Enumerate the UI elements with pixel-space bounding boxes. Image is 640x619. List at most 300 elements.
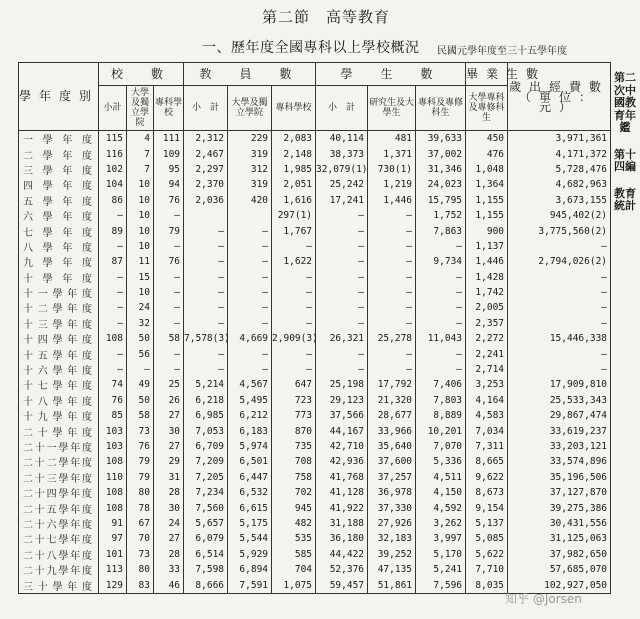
value-cell: 27 (154, 531, 184, 546)
value-cell: — (416, 239, 466, 254)
value-cell: 109 (154, 146, 184, 161)
year-cell: 二十六學年度 (19, 516, 99, 531)
value-cell: 24,023 (416, 177, 466, 192)
value-cell: 26,321 (316, 331, 368, 346)
value-cell: — (228, 270, 272, 285)
header-graduates: 畢業生數 (466, 63, 508, 86)
value-cell: 4,669 (228, 331, 272, 346)
value-cell: 8,665 (466, 454, 508, 469)
value-cell: 17,792 (368, 377, 416, 392)
value-cell: 40,114 (316, 131, 368, 147)
value-cell: 70 (127, 531, 154, 546)
value-cell: 4,511 (416, 470, 466, 485)
value-cell: — (316, 270, 368, 285)
year-cell: 四學年度 (19, 177, 99, 192)
value-cell: 10 (127, 223, 154, 238)
value-cell: — (99, 208, 127, 223)
value-cell: — (508, 270, 611, 285)
value-cell: 50 (127, 331, 154, 346)
table-row (19, 331, 611, 346)
year-cell: 三十學年度 (19, 577, 99, 593)
value-cell: — (154, 300, 184, 315)
year-cell: 二學年度 (19, 146, 99, 161)
value-cell: 79 (127, 454, 154, 469)
table-row (19, 377, 611, 392)
value-cell: 3,997 (416, 531, 466, 546)
value-cell: 3,775,560(2) (508, 223, 611, 238)
value-cell: 52,376 (316, 562, 368, 577)
value-cell: 2,036 (184, 193, 228, 208)
value-cell: — (508, 300, 611, 315)
value-cell: 1,767 (272, 223, 316, 238)
value-cell: 30 (154, 500, 184, 515)
value-cell: 111 (154, 131, 184, 147)
value-cell: 25,278 (368, 331, 416, 346)
value-cell: 10,201 (416, 423, 466, 438)
header-staff-univ: 大學及獨立學院 (228, 86, 272, 131)
value-cell: — (416, 316, 466, 331)
value-cell: 24 (127, 300, 154, 315)
value-cell: — (368, 239, 416, 254)
value-cell: — (272, 300, 316, 315)
value-cell: 28,677 (368, 408, 416, 423)
value-cell: — (184, 239, 228, 254)
value-cell: 108 (99, 500, 127, 515)
value-cell: — (416, 285, 466, 300)
value-cell: 3,673,155 (508, 193, 611, 208)
value-cell: 1,048 (466, 162, 508, 177)
value-cell: 36,978 (368, 485, 416, 500)
value-cell: 7 (127, 146, 154, 161)
value-cell: 10 (127, 208, 154, 223)
value-cell: 1,075 (272, 577, 316, 593)
value-cell: 31,346 (416, 162, 466, 177)
value-cell: — (368, 270, 416, 285)
value-cell: 25 (154, 377, 184, 392)
table-row (19, 254, 611, 269)
value-cell: 4,150 (416, 485, 466, 500)
table-row (19, 270, 611, 285)
value-cell: — (228, 362, 272, 377)
value-cell: 25,242 (316, 177, 368, 192)
value-cell: — (228, 300, 272, 315)
table-body (19, 131, 611, 594)
table-row (19, 300, 611, 315)
header-schools-univ: 大學及獨立學院 (127, 86, 154, 131)
statistics-table (18, 62, 611, 594)
value-cell: — (184, 300, 228, 315)
value-cell: 2,241 (466, 346, 508, 361)
value-cell: 585 (272, 547, 316, 562)
value-cell: 6,985 (184, 408, 228, 423)
year-cell: 五學年度 (19, 193, 99, 208)
value-cell (184, 208, 228, 223)
value-cell: — (272, 270, 316, 285)
value-cell: 94 (154, 177, 184, 192)
value-cell: 33,574,896 (508, 454, 611, 469)
year-cell: 十一學年度 (19, 285, 99, 300)
section-heading: 第二節 高等教育 (262, 8, 391, 26)
value-cell: 2,714 (466, 362, 508, 377)
value-cell: 1,742 (466, 285, 508, 300)
year-cell: 二十五學年度 (19, 500, 99, 515)
year-cell: 二十四學年度 (19, 485, 99, 500)
value-cell: 11 (127, 254, 154, 269)
value-cell: 37,002 (416, 146, 466, 161)
table-row (19, 470, 611, 485)
value-cell: 15 (127, 270, 154, 285)
value-cell: 37,257 (368, 470, 416, 485)
value-cell: 89 (99, 223, 127, 238)
value-cell: 7,205 (184, 470, 228, 485)
year-cell: 十九學年度 (19, 408, 99, 423)
value-cell: 4,171,372 (508, 146, 611, 161)
value-cell: 312 (228, 162, 272, 177)
value-cell: 319 (228, 146, 272, 161)
value-cell: 6,514 (184, 547, 228, 562)
value-cell: — (228, 239, 272, 254)
value-cell: 8,666 (184, 577, 228, 593)
value-cell: 56 (127, 346, 154, 361)
value-cell: — (99, 285, 127, 300)
value-cell: 7,591 (228, 577, 272, 593)
value-cell: 3,253 (466, 377, 508, 392)
value-cell: 7,578(3) (184, 331, 228, 346)
value-cell: 91 (99, 516, 127, 531)
table-row (19, 423, 611, 438)
value-cell: 8,673 (466, 485, 508, 500)
value-cell: — (508, 316, 611, 331)
value-cell: 31,125,063 (508, 531, 611, 546)
table-period: 民國元學年度至三十五學年度 (437, 46, 567, 57)
value-cell: 29 (154, 454, 184, 469)
table-row (19, 146, 611, 161)
value-cell: 1,622 (272, 254, 316, 269)
value-cell: — (316, 346, 368, 361)
value-cell: 229 (228, 131, 272, 147)
value-cell: 10 (127, 193, 154, 208)
value-cell: — (184, 316, 228, 331)
side-caption-line: 第十四編 (614, 147, 636, 173)
value-cell: 1,364 (466, 177, 508, 192)
value-cell: 10 (127, 177, 154, 192)
table-title: 一、歷年度全國專科以上學校概況 (202, 40, 420, 56)
value-cell: 30,431,556 (508, 516, 611, 531)
year-cell: 二十一學年度 (19, 439, 99, 454)
value-cell: — (272, 239, 316, 254)
value-cell: 17,241 (316, 193, 368, 208)
value-cell: — (228, 285, 272, 300)
value-cell: — (416, 270, 466, 285)
value-cell: 6,183 (228, 423, 272, 438)
value-cell: 1,428 (466, 270, 508, 285)
table-row (19, 208, 611, 223)
value-cell: 26 (154, 393, 184, 408)
value-cell: 5,657 (184, 516, 228, 531)
value-cell: 42,936 (316, 454, 368, 469)
value-cell: 30 (154, 423, 184, 438)
value-cell: 44,422 (316, 547, 368, 562)
value-cell: 28 (154, 547, 184, 562)
value-cell: 4,164 (466, 393, 508, 408)
value-cell: — (272, 285, 316, 300)
value-cell: 2,794,026(2) (508, 254, 611, 269)
value-cell: 15,795 (416, 193, 466, 208)
value-cell: — (99, 316, 127, 331)
table-row (19, 346, 611, 361)
table-row (19, 162, 611, 177)
value-cell: 5,336 (416, 454, 466, 469)
value-cell: — (368, 362, 416, 377)
value-cell: 2,909(3) (272, 331, 316, 346)
value-cell: 730(1) (368, 162, 416, 177)
value-cell: 4,682,963 (508, 177, 611, 192)
value-cell: 5,085 (466, 531, 508, 546)
value-cell: 83 (127, 577, 154, 593)
value-cell: 2,083 (272, 131, 316, 147)
year-cell: 十四學年度 (19, 331, 99, 346)
value-cell: 103 (99, 423, 127, 438)
value-cell: 27 (154, 408, 184, 423)
value-cell: 37,330 (368, 500, 416, 515)
value-cell: 10 (127, 239, 154, 254)
value-cell: 3,262 (416, 516, 466, 531)
value-cell: 7,560 (184, 500, 228, 515)
table-row (19, 362, 611, 377)
value-cell: 3,971,361 (508, 131, 611, 147)
side-caption-line: 第二次中國教育年鑑 (614, 71, 636, 134)
value-cell: 7,034 (466, 423, 508, 438)
value-cell: — (99, 362, 127, 377)
value-cell: — (127, 362, 154, 377)
value-cell: — (154, 362, 184, 377)
year-cell: 二十九學年度 (19, 562, 99, 577)
value-cell: 6,615 (228, 500, 272, 515)
value-cell: 108 (99, 485, 127, 500)
value-cell: 129 (99, 577, 127, 593)
value-cell: 37,127,870 (508, 485, 611, 500)
value-cell: 116 (99, 146, 127, 161)
value-cell: — (154, 346, 184, 361)
value-cell: 95 (154, 162, 184, 177)
value-cell: 79 (154, 223, 184, 238)
value-cell: 9,622 (466, 470, 508, 485)
value-cell: 21,320 (368, 393, 416, 408)
header-schools-total: 小計 (99, 86, 127, 131)
value-cell: 33,619,237 (508, 423, 611, 438)
value-cell: 67 (127, 516, 154, 531)
value-cell: 5,929 (228, 547, 272, 562)
value-cell: 1,446 (466, 254, 508, 269)
value-cell: 5,544 (228, 531, 272, 546)
value-cell: 33 (154, 562, 184, 577)
value-cell: 50 (127, 393, 154, 408)
value-cell: — (99, 300, 127, 315)
value-cell: 27,926 (368, 516, 416, 531)
value-cell: 2,148 (272, 146, 316, 161)
header-graduates-note: 大學專科及專修科生 (466, 86, 508, 131)
value-cell: 80 (127, 485, 154, 500)
value-cell: 7,053 (184, 423, 228, 438)
value-cell: 25,533,343 (508, 393, 611, 408)
value-cell: 319 (228, 177, 272, 192)
table-row (19, 454, 611, 469)
table-row (19, 562, 611, 577)
value-cell: 87 (99, 254, 127, 269)
value-cell: 108 (99, 454, 127, 469)
year-cell: 十學年度 (19, 270, 99, 285)
value-cell: 420 (228, 193, 272, 208)
year-cell: 十八學年度 (19, 393, 99, 408)
value-cell: 6,447 (228, 470, 272, 485)
value-cell: 708 (272, 454, 316, 469)
value-cell: 6,212 (228, 408, 272, 423)
value-cell: 74 (99, 377, 127, 392)
value-cell: 38,373 (316, 146, 368, 161)
value-cell: 945 (272, 500, 316, 515)
value-cell: 76 (127, 439, 154, 454)
value-cell: 4,567 (228, 377, 272, 392)
year-cell: 二十八學年度 (19, 547, 99, 562)
value-cell: 7,803 (416, 393, 466, 408)
value-cell: 25,198 (316, 377, 368, 392)
value-cell: 7,234 (184, 485, 228, 500)
value-cell: 7 (127, 162, 154, 177)
year-cell: 二十七學年度 (19, 531, 99, 546)
value-cell: 103 (99, 439, 127, 454)
value-cell: 758 (272, 470, 316, 485)
value-cell: 115 (99, 131, 127, 147)
value-cell: 17,909,810 (508, 377, 611, 392)
value-cell: — (508, 346, 611, 361)
value-cell: — (184, 285, 228, 300)
value-cell: 5,170 (416, 547, 466, 562)
header-schools: 校 數 (99, 63, 184, 86)
value-cell: — (228, 316, 272, 331)
value-cell: — (99, 239, 127, 254)
value-cell: — (416, 300, 466, 315)
value-cell: 29,867,474 (508, 408, 611, 423)
header-students-total: 小 計 (316, 86, 368, 131)
year-cell: 十二學年度 (19, 300, 99, 315)
table-row (19, 223, 611, 238)
value-cell: 1,985 (272, 162, 316, 177)
header-staff-spec: 專科學校 (272, 86, 316, 131)
side-caption (614, 72, 636, 227)
value-cell: 97 (99, 531, 127, 546)
year-cell: 十七學年度 (19, 377, 99, 392)
value-cell: 41,128 (316, 485, 368, 500)
table-row (19, 285, 611, 300)
value-cell: 32,183 (368, 531, 416, 546)
value-cell: 5,214 (184, 377, 228, 392)
value-cell: 57,685,070 (508, 562, 611, 577)
value-cell: 5,974 (228, 439, 272, 454)
header-students: 學 生 數 (316, 63, 466, 86)
value-cell: 5,622 (466, 547, 508, 562)
value-cell: 32 (127, 316, 154, 331)
year-cell: 二十二學年度 (19, 454, 99, 469)
value-cell: 723 (272, 393, 316, 408)
value-cell: 41,768 (316, 470, 368, 485)
table-row (19, 547, 611, 562)
table-row (19, 393, 611, 408)
year-cell: 一學年度 (19, 131, 99, 147)
value-cell: 44,167 (316, 423, 368, 438)
value-cell: — (368, 254, 416, 269)
value-cell: 702 (272, 485, 316, 500)
value-cell: — (228, 346, 272, 361)
value-cell: 647 (272, 377, 316, 392)
value-cell: 80 (127, 562, 154, 577)
value-cell: — (184, 254, 228, 269)
value-cell: 41,922 (316, 500, 368, 515)
value-cell: 29,123 (316, 393, 368, 408)
value-cell: 1,137 (466, 239, 508, 254)
value-cell: — (184, 223, 228, 238)
value-cell: 39,252 (368, 547, 416, 562)
value-cell: — (508, 362, 611, 377)
value-cell: — (368, 316, 416, 331)
value-cell: 102 (99, 162, 127, 177)
value-cell: — (368, 208, 416, 223)
value-cell: — (228, 254, 272, 269)
value-cell: 6,532 (228, 485, 272, 500)
value-cell: 37,566 (316, 408, 368, 423)
value-cell: 11,043 (416, 331, 466, 346)
value-cell: 42,710 (316, 439, 368, 454)
value-cell: 1,155 (466, 193, 508, 208)
value-cell: 6,894 (228, 562, 272, 577)
value-cell: — (184, 270, 228, 285)
value-cell: 945,402(2) (508, 208, 611, 223)
value-cell: 6,501 (228, 454, 272, 469)
value-cell: — (154, 239, 184, 254)
value-cell: 5,241 (416, 562, 466, 577)
table-row (19, 408, 611, 423)
value-cell: 1,752 (416, 208, 466, 223)
value-cell: 2,005 (466, 300, 508, 315)
value-cell: — (508, 285, 611, 300)
value-cell: — (154, 208, 184, 223)
value-cell: 76 (99, 393, 127, 408)
table-row (19, 439, 611, 454)
value-cell: 86 (99, 193, 127, 208)
watermark: 知乎 @Jorsen (505, 592, 582, 606)
table-row (19, 485, 611, 500)
value-cell: 33,203,121 (508, 439, 611, 454)
value-cell: — (416, 346, 466, 361)
value-cell: 5,728,476 (508, 162, 611, 177)
value-cell: 35,196,506 (508, 470, 611, 485)
value-cell: 8,035 (466, 577, 508, 593)
value-cell: 46 (154, 577, 184, 593)
value-cell: — (184, 346, 228, 361)
value-cell: 37,600 (368, 454, 416, 469)
value-cell: 7,596 (416, 577, 466, 593)
value-cell: 2,297 (184, 162, 228, 177)
year-cell: 十三學年度 (19, 316, 99, 331)
value-cell: — (368, 223, 416, 238)
value-cell: — (99, 346, 127, 361)
value-cell: — (228, 223, 272, 238)
value-cell: 735 (272, 439, 316, 454)
year-cell: 七學年度 (19, 223, 99, 238)
value-cell: 49 (127, 377, 154, 392)
value-cell: 59,457 (316, 577, 368, 593)
value-cell: 24 (154, 516, 184, 531)
value-cell (228, 208, 272, 223)
